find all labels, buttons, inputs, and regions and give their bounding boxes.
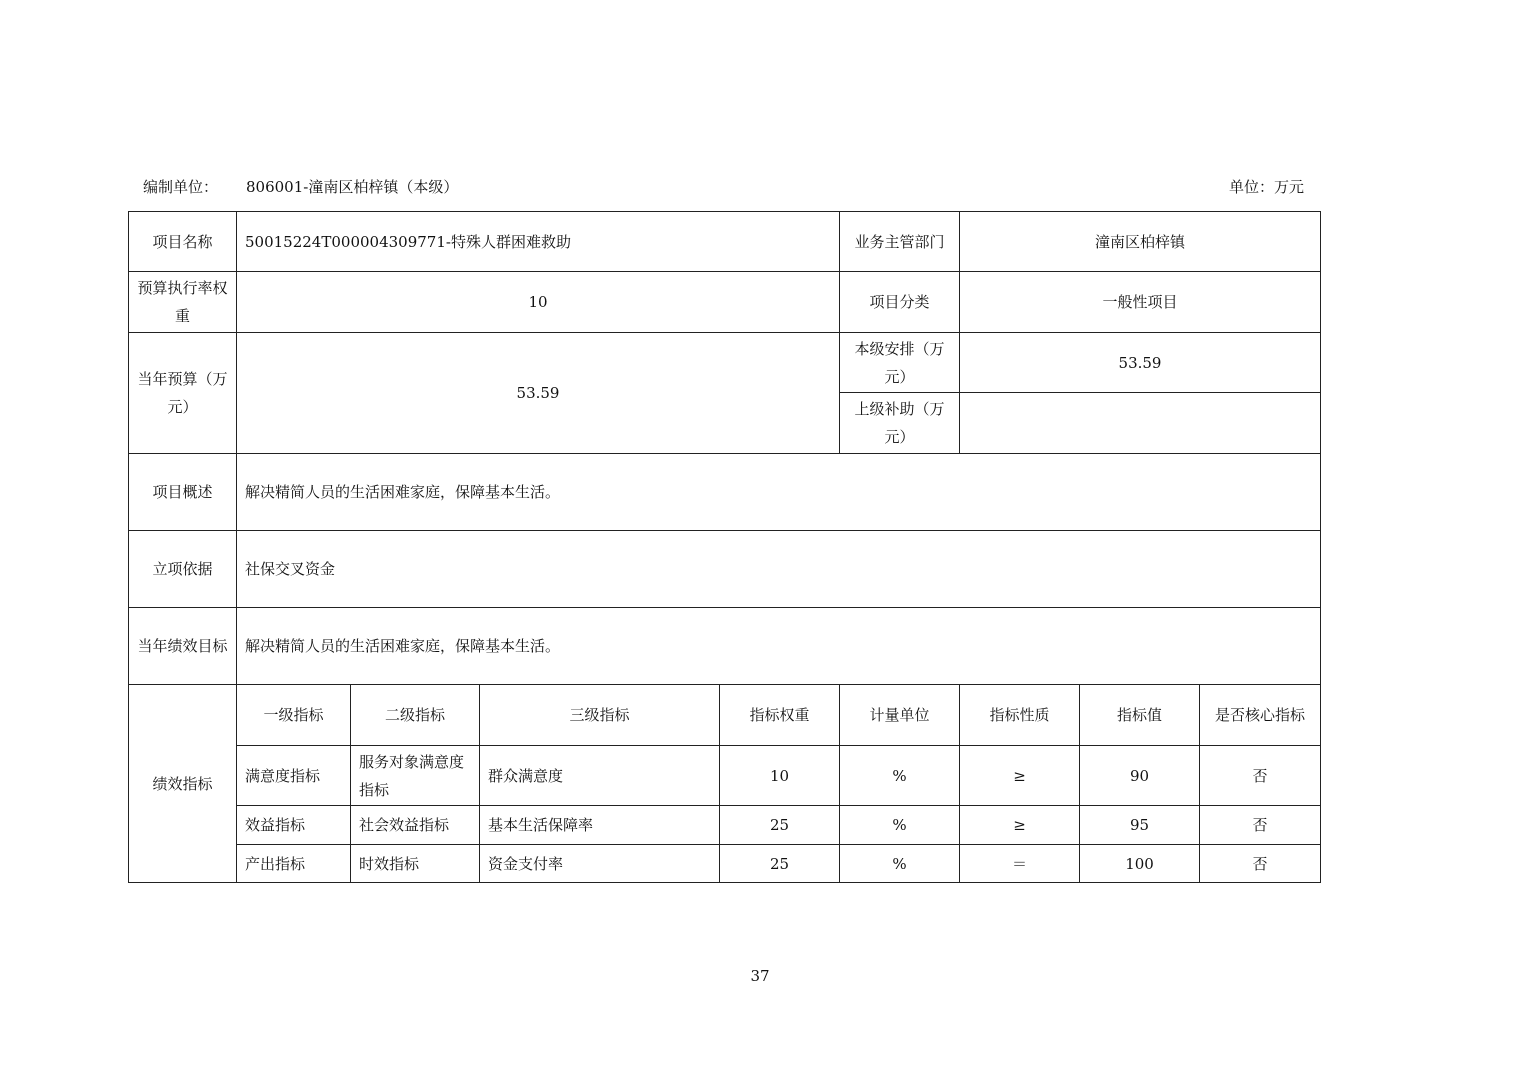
table-row bbox=[129, 212, 1321, 272]
core-indicator-flag: 否 bbox=[1200, 845, 1321, 883]
level1-indicator: 满意度指标 bbox=[237, 746, 351, 806]
compiling-unit-value: 806001-潼南区柏梓镇（本级） bbox=[246, 178, 459, 196]
indicator-nature: ≥ bbox=[960, 746, 1080, 806]
annual-goal-value: 解决精简人员的生活困难家庭，保障基本生活。 bbox=[237, 608, 1321, 685]
project-basis-label: 立项依据 bbox=[129, 531, 237, 608]
column-header: 指标值 bbox=[1080, 685, 1200, 746]
table-row bbox=[129, 608, 1321, 685]
measurement-unit: % bbox=[840, 806, 960, 845]
project-category-label: 项目分类 bbox=[840, 272, 960, 333]
indicator-value: 100 bbox=[1080, 845, 1200, 883]
level1-indicator: 效益指标 bbox=[237, 806, 351, 845]
indicator-weight: 10 bbox=[720, 746, 840, 806]
indicator-value: 90 bbox=[1080, 746, 1200, 806]
indicator-header-row bbox=[129, 685, 1321, 746]
level2-indicator: 社会效益指标 bbox=[351, 806, 480, 845]
column-header: 计量单位 bbox=[840, 685, 960, 746]
level3-indicator: 群众满意度 bbox=[480, 746, 720, 806]
exec-rate-weight-value: 10 bbox=[237, 272, 840, 333]
project-name-label: 项目名称 bbox=[129, 212, 237, 272]
department-value: 潼南区柏梓镇 bbox=[960, 212, 1321, 272]
level2-indicator: 服务对象满意度指标 bbox=[351, 746, 480, 806]
table-row bbox=[129, 333, 1321, 393]
currency-unit: 单位：万元 bbox=[1229, 178, 1305, 196]
core-indicator-flag: 否 bbox=[1200, 806, 1321, 845]
performance-indicators-label: 绩效指标 bbox=[129, 685, 237, 883]
indicator-nature: ＝ bbox=[960, 845, 1080, 883]
measurement-unit: % bbox=[840, 746, 960, 806]
table-row bbox=[129, 272, 1321, 333]
level3-indicator: 资金支付率 bbox=[480, 845, 720, 883]
compiling-unit-label: 编制单位： bbox=[143, 178, 219, 196]
indicator-row bbox=[129, 746, 1321, 806]
level1-indicator: 产出指标 bbox=[237, 845, 351, 883]
column-header: 是否核心指标 bbox=[1200, 685, 1321, 746]
local-arrangement-label: 本级安排（万元） bbox=[840, 333, 960, 393]
performance-target-table bbox=[128, 211, 1321, 883]
local-arrangement-value: 53.59 bbox=[960, 333, 1321, 393]
indicator-value: 95 bbox=[1080, 806, 1200, 845]
column-header: 一级指标 bbox=[237, 685, 351, 746]
table-row bbox=[129, 454, 1321, 531]
indicator-row bbox=[129, 845, 1321, 883]
exec-rate-weight-label: 预算执行率权重 bbox=[129, 272, 237, 333]
project-overview-label: 项目概述 bbox=[129, 454, 237, 531]
annual-budget-label: 当年预算（万元） bbox=[129, 333, 237, 454]
upper-subsidy-label: 上级补助（万元） bbox=[840, 393, 960, 454]
column-header: 指标性质 bbox=[960, 685, 1080, 746]
project-category-value: 一般性项目 bbox=[960, 272, 1321, 333]
level3-indicator: 基本生活保障率 bbox=[480, 806, 720, 845]
annual-budget-value: 53.59 bbox=[237, 333, 840, 454]
upper-subsidy-value bbox=[960, 393, 1321, 454]
indicator-nature: ≥ bbox=[960, 806, 1080, 845]
column-header: 三级指标 bbox=[480, 685, 720, 746]
table-row bbox=[129, 531, 1321, 608]
indicator-weight: 25 bbox=[720, 806, 840, 845]
indicator-row bbox=[129, 806, 1321, 845]
column-header: 二级指标 bbox=[351, 685, 480, 746]
project-basis-value: 社保交叉资金 bbox=[237, 531, 1321, 608]
project-name-value: 50015224T000004309771-特殊人群困难救助 bbox=[237, 212, 840, 272]
measurement-unit: % bbox=[840, 845, 960, 883]
project-overview-value: 解决精简人员的生活困难家庭，保障基本生活。 bbox=[237, 454, 1321, 531]
core-indicator-flag: 否 bbox=[1200, 746, 1321, 806]
department-label: 业务主管部门 bbox=[840, 212, 960, 272]
level2-indicator: 时效指标 bbox=[351, 845, 480, 883]
indicator-weight: 25 bbox=[720, 845, 840, 883]
annual-goal-label: 当年绩效目标 bbox=[129, 608, 237, 685]
column-header: 指标权重 bbox=[720, 685, 840, 746]
page-number: 37 bbox=[750, 967, 770, 985]
